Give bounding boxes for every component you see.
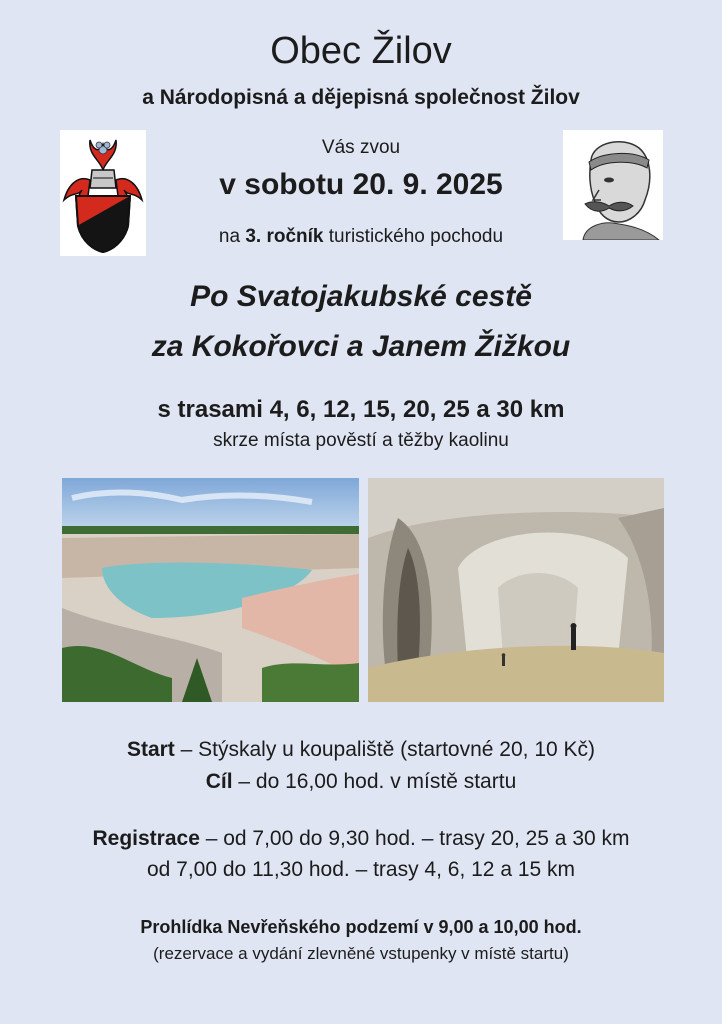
routes-subline: skrze místa pověstí a těžby kaolinu: [213, 430, 509, 451]
quarry-lake-photo: [62, 478, 359, 702]
edition-prefix: na: [218, 226, 246, 247]
event-date: v sobotu 20. 9. 2025: [219, 168, 503, 201]
invite-text: Vás zvou: [321, 137, 401, 158]
routes-line: s trasami 4, 6, 12, 15, 20, 25 a 30 km: [157, 396, 565, 423]
edition-number: 3. ročník: [245, 226, 324, 247]
start-text: – Stýskaly u koupaliště (startovné 20, 10 Kč): [174, 738, 596, 761]
edition-suffix: turistického pochodu: [323, 226, 504, 247]
registration-info-line2: od 7,00 do 11,30 hod. – trasy 4, 6, 12 a 15 km: [146, 858, 576, 881]
organizer-subtitle: a Národopisná a dějepisná společnost Žilov: [142, 86, 580, 109]
registration-text: – od 7,00 do 9,30 hod. – trasy 20, 25 a 30 km: [199, 827, 630, 850]
finish-label: Cíl: [205, 770, 233, 793]
finish-info: [0, 770, 722, 794]
underground-tunnel-photo: [368, 478, 664, 702]
start-label: Start: [126, 738, 175, 761]
portrait-icon: [563, 130, 663, 240]
event-name-line1: Po Svatojakubské cestě: [190, 280, 532, 313]
finish-text: – do 16,00 hod. v místě startu: [232, 770, 517, 793]
start-info: [0, 738, 722, 762]
tour-info: Prohlídka Nevřeňského podzemí v 9,00 a 10,00 hod.: [140, 917, 582, 937]
registration-info: [0, 827, 722, 851]
event-name-line2: za Kokořovci a Janem Žižkou: [151, 330, 571, 363]
coat-of-arms-icon: [60, 130, 146, 256]
page-title: Obec Žilov: [270, 30, 452, 72]
tour-note: (rezervace a vydání zlevněné vstupenky v místě startu): [153, 944, 569, 963]
registration-label: Registrace: [92, 827, 200, 850]
